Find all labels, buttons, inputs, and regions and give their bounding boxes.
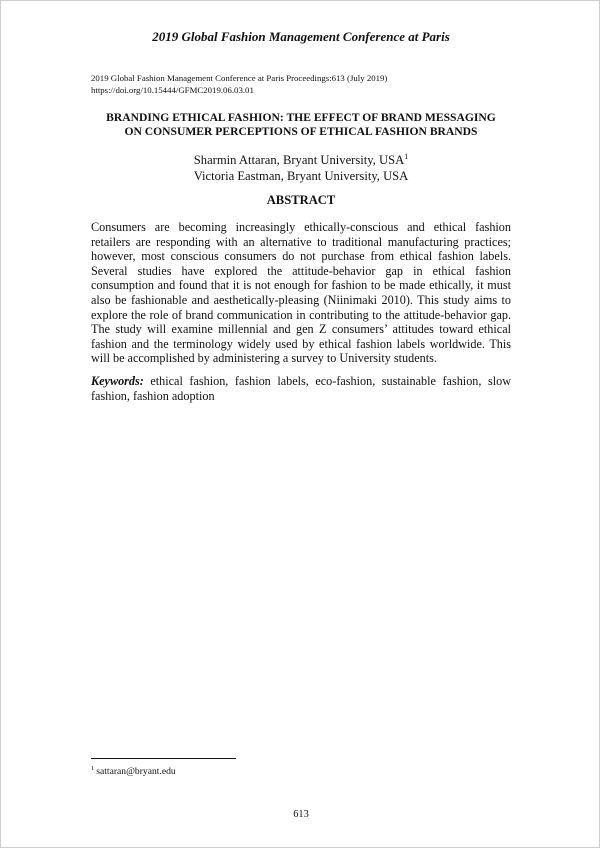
keywords-label: Keywords:: [91, 374, 144, 388]
author-1-text: Sharmin Attaran, Bryant University, USA: [193, 153, 405, 167]
footnote: [91, 765, 176, 777]
keywords-paragraph: [91, 374, 511, 403]
author-1: [81, 149, 521, 168]
running-header: 2019 Global Fashion Management Conference at Paris: [152, 29, 450, 44]
title-line-1: BRANDING ETHICAL FASHION: THE EFFECT OF BRAND MESSAGING: [106, 111, 496, 124]
proceedings-citation: 2019 Global Fashion Management Conference at Paris Proceedings:613 (July 2019): [91, 73, 388, 83]
author-2: Victoria Eastman, Bryant University, USA: [193, 169, 409, 183]
footnote-divider: [91, 758, 236, 759]
keywords-text: ethical fashion, fashion labels, eco-fashion, sustainable fashion, slow fashion, fashion adoption: [91, 374, 512, 403]
abstract-heading: ABSTRACT: [266, 193, 336, 207]
paper-title: [81, 111, 521, 139]
title-line-2: ON CONSUMER PERCEPTIONS OF ETHICAL FASHION BRANDS: [124, 125, 478, 138]
author-1-footnote-mark[interactable]: 1: [404, 152, 409, 161]
abstract-body: Consumers are becoming increasingly ethically-conscious and ethical fashion retailers are responding with an alternative to traditional manufacturing practices; however, most conscious consumers do not purchase from ethical fashion labels. Several studies have explored the attitude-behavior gap in ethical fashion consumption and found that it is not enough for fashion to be made ethically, it must also be fashionable and aesthetically-pleasing (Niinimaki 2010). This study aims to explore the role of brand communication in contributing to the attitude-behavior gap. The study will examine millennial and gen Z consumers’ attitudes toward ethical fashion and the terminology widely used by ethical fashion labels worldwide. This will be accomplished by administering a survey to University students.: [91, 220, 511, 366]
doi-link[interactable]: https://doi.org/10.15444/GFMC2019.06.03.01: [91, 85, 254, 95]
author-list: [81, 149, 521, 184]
footnote-email[interactable]: sattaran@bryant.edu: [96, 766, 176, 777]
publication-meta: [91, 72, 511, 96]
page-number: 613: [293, 809, 309, 820]
footnote-mark: 1: [91, 765, 95, 772]
